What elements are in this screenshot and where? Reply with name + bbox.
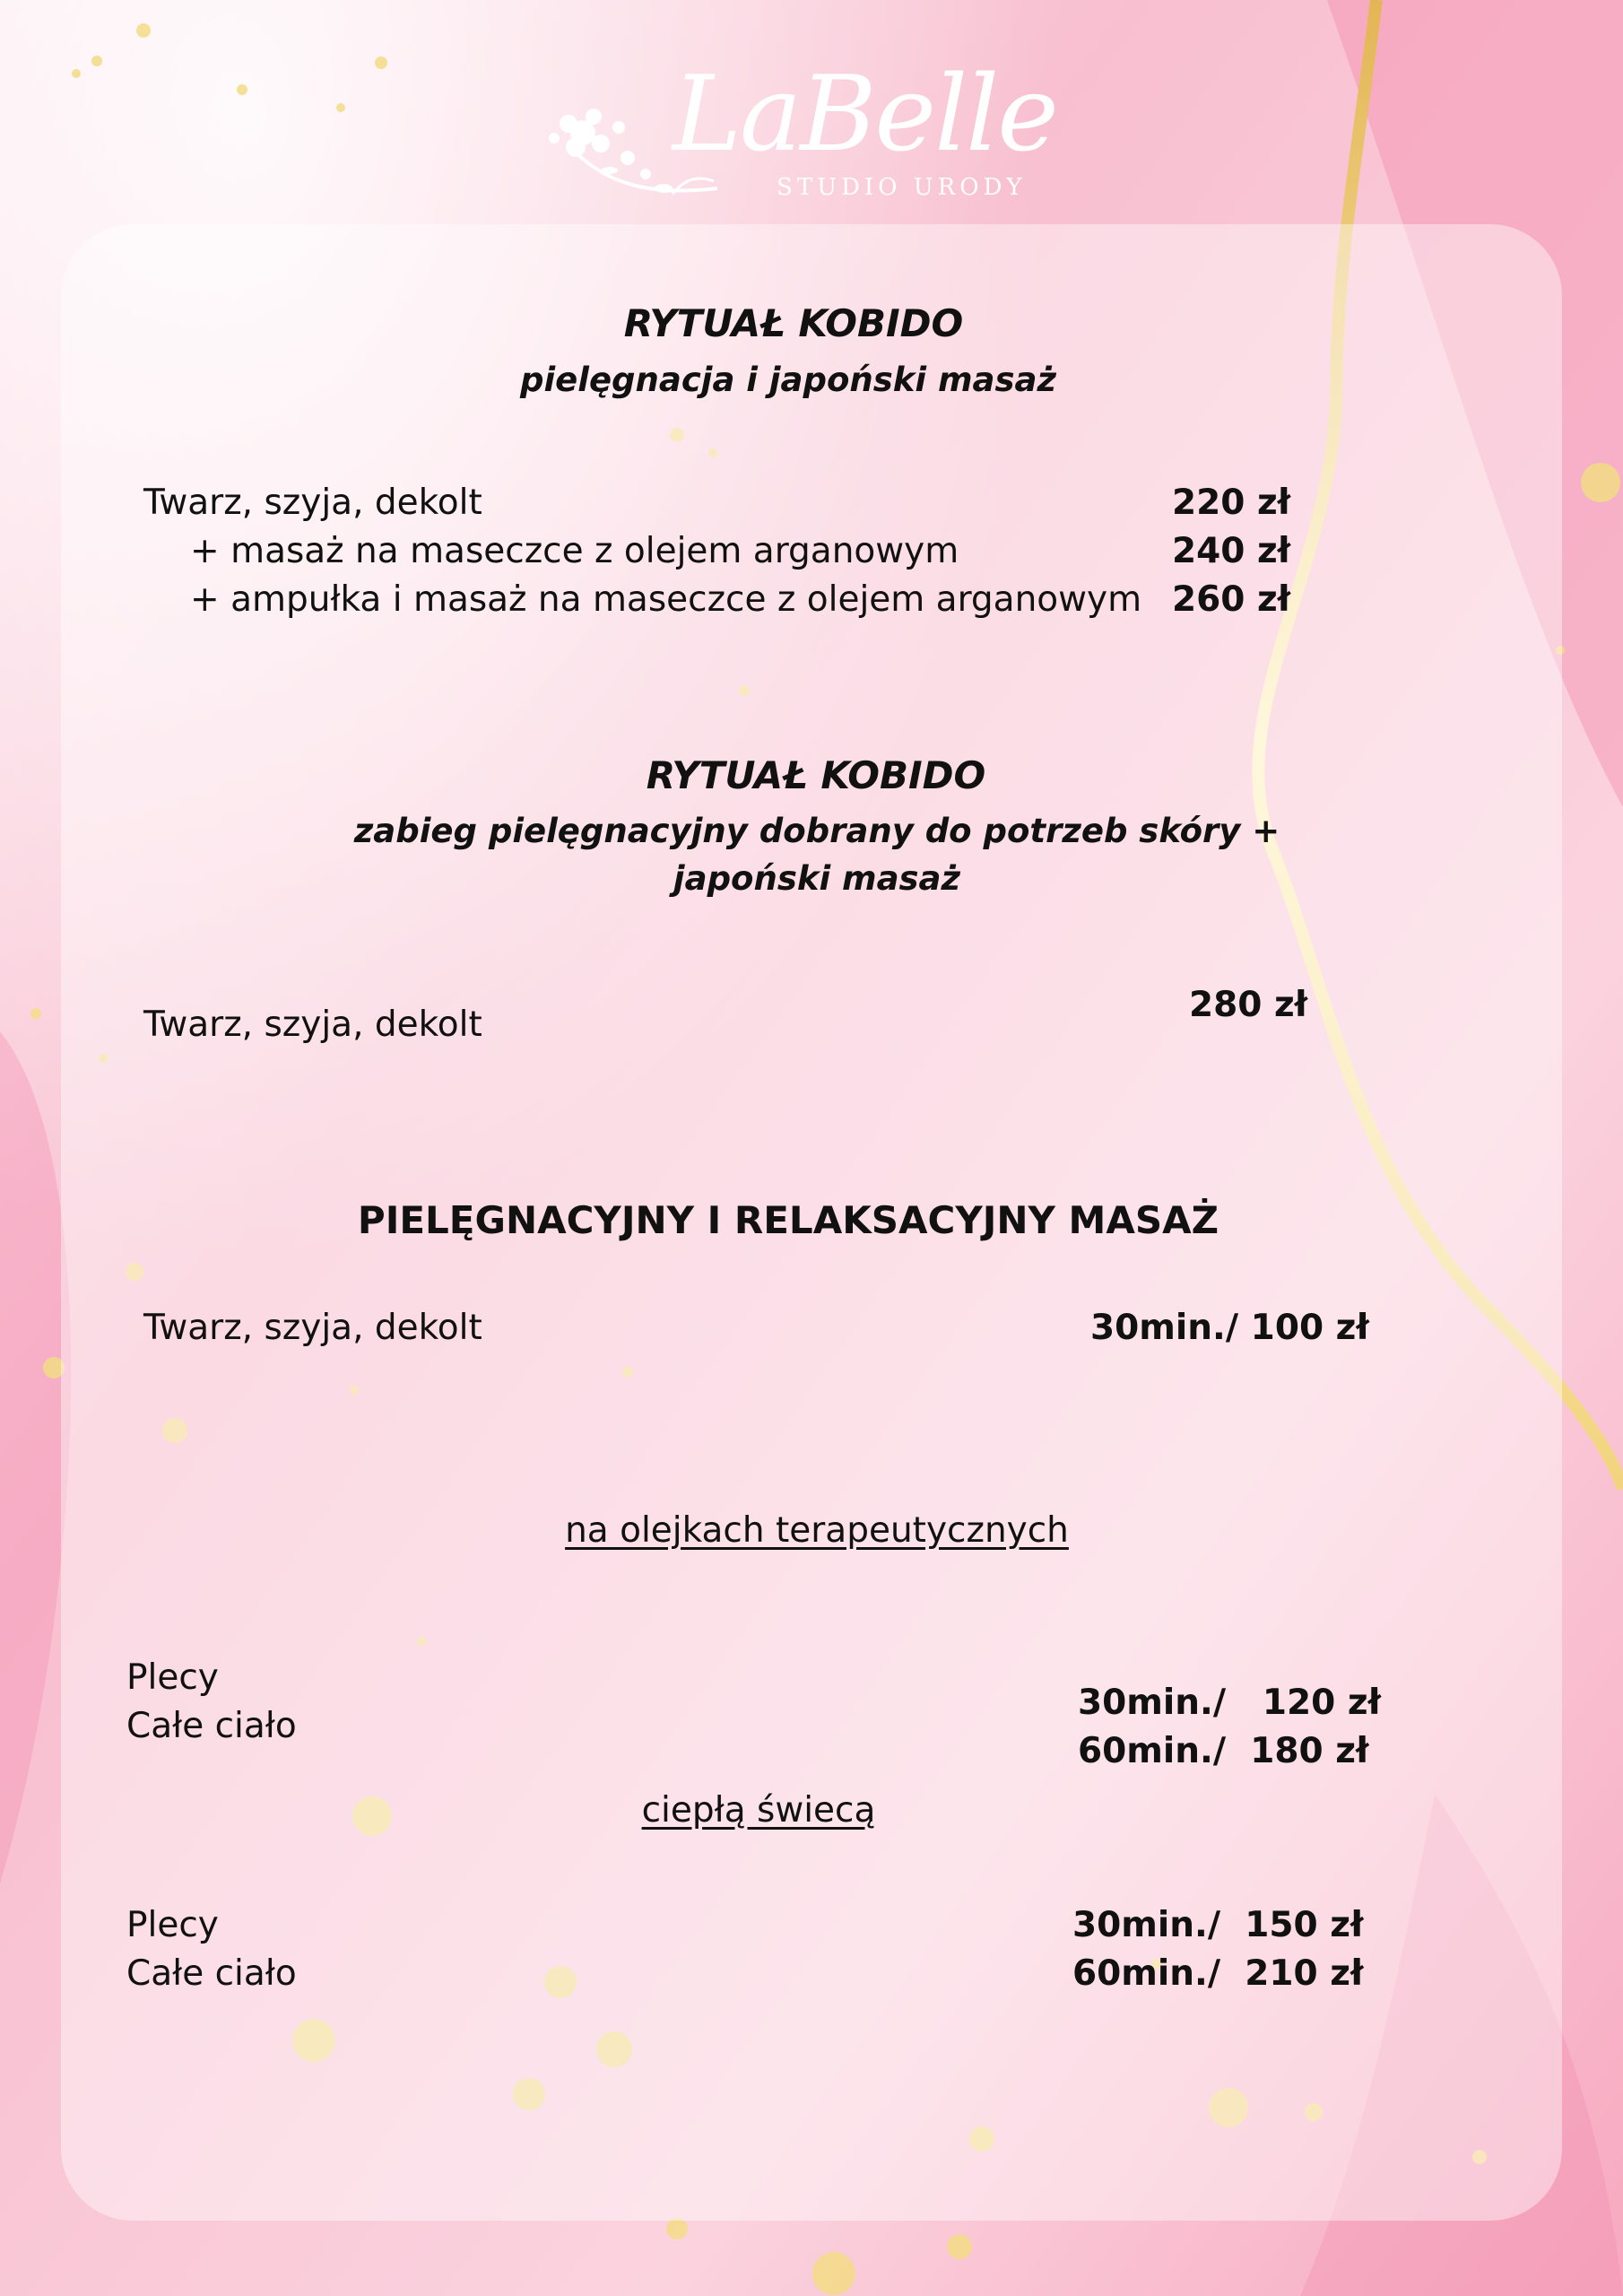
price-list-item: Twarz, szyja, dekolt: [143, 1308, 482, 1348]
price-value: 30min./ 150 zł: [1072, 1905, 1364, 1945]
price-value: 240 zł: [1172, 531, 1291, 571]
price-value: 280 zł: [1189, 985, 1308, 1025]
price-list-item: Twarz, szyja, dekolt: [143, 483, 482, 523]
price-value: 220 zł: [1172, 483, 1291, 523]
price-list-item: Twarz, szyja, dekolt: [143, 1004, 482, 1045]
price-list-item: + ampułka i masaż na maseczce z olejem arganowym: [190, 579, 1142, 620]
brand-tagline: STUDIO URODY: [777, 174, 1027, 201]
subsection-title-oils: na olejkach terapeutycznych: [565, 1510, 1069, 1551]
price-value: 260 zł: [1172, 579, 1291, 620]
brand-name: LaBelle: [673, 54, 1057, 175]
price-value: 60min./ 210 zł: [1072, 1953, 1364, 1994]
price-list-item: Całe ciało: [126, 1706, 297, 1746]
brand-logo: [538, 54, 1058, 215]
section-title-kobido-1: RYTUAŁ KOBIDO: [623, 301, 964, 345]
price-list-item: Plecy: [126, 1905, 219, 1945]
price-list-item: Całe ciało: [126, 1953, 297, 1994]
section-title-massage: PIELĘGNACYJNY I RELAKSACYJNY MASAŻ: [357, 1198, 1219, 1242]
section-title-kobido-2: RYTUAŁ KOBIDO: [646, 753, 986, 797]
price-value: 60min./ 180 zł: [1078, 1731, 1369, 1771]
price-list-item: + masaż na maseczce z olejem arganowym: [190, 531, 959, 571]
price-value: 30min./ 120 zł: [1078, 1683, 1381, 1723]
subsection-title-candle: ciepłą świecą: [641, 1790, 876, 1831]
section-subtitle-kobido-2-line2: japoński masaż: [673, 859, 961, 898]
section-subtitle-kobido-2-line1: zabieg pielęgnacyjny dobrany do potrzeb skóry +: [353, 812, 1280, 850]
section-subtitle-kobido-1: pielęgnacja i japoński masaż: [520, 361, 1056, 399]
price-list-item: Plecy: [126, 1657, 219, 1698]
price-value: 30min./ 100 zł: [1090, 1308, 1369, 1348]
